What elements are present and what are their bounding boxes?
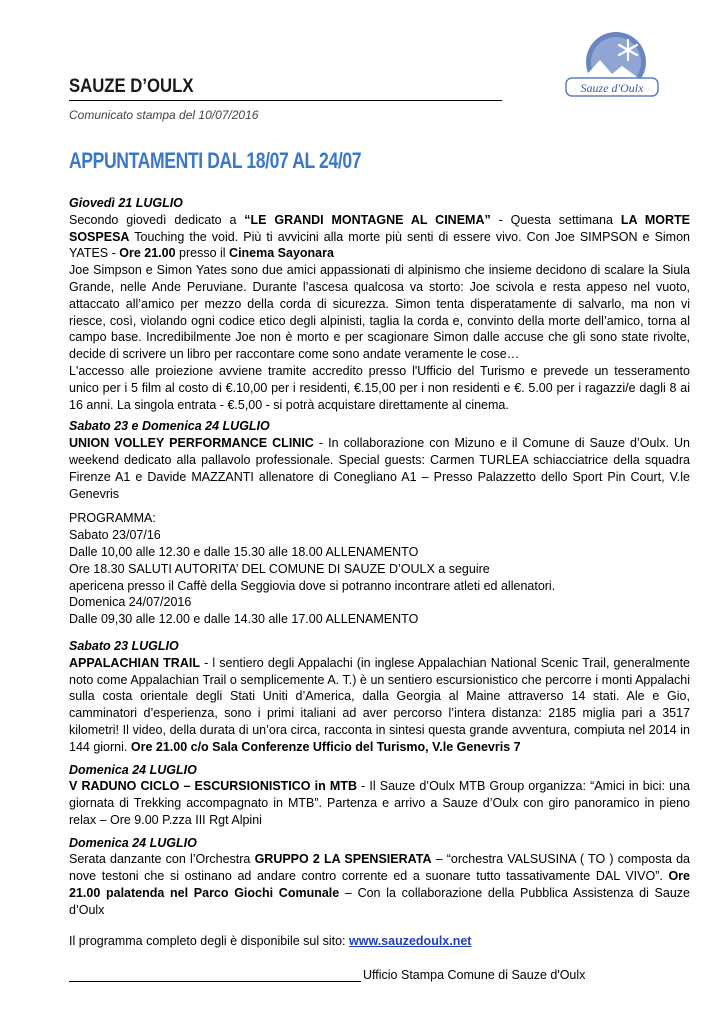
event-description: Secondo giovedì dedicato a “LE GRANDI MONTAGNE AL CINEMA” - Questa settimana LA MORTE SOSPESA Touching the void. Più ti avvicini alla morte più senti di essere vivo. Con Joe SIMPSON e Simon YATES - Ore 21.00 presso il Cinema Sayonara — [69, 212, 690, 261]
event-description: APPALACHIAN TRAIL - l sentiero degli Appalachi (in inglese Appalachian National Scenic Trail, generalmente noto come Appalachian Trail o semplicemente A. T.) è un sentiero escursionistico che percorre i monti Appalachi sulla costa orientale degli Stati Uniti d’America, dalla Georgia al Maine attraverso 14 stati. Ale e Gio, camminatori d’esperienza, sono i primi italiani ad aver percorso l’intera distanza: 2185 miglia pari a 3517 kilometri! Il video, della durata di un’ora circa, racconta in sintesi questa grande avventura, compiuta nel 2014 in 144 giorni. Ore 21.00 c/o Sala Conferenze Ufficio del Turismo, V.le Genevris 7 — [69, 655, 690, 754]
event-date: Sabato 23 e Domenica 24 LUGLIO — [69, 419, 270, 434]
event-description: Serata danzante con l’Orchestra GRUPPO 2 LA SPENSIERATA – “orchestra VALSUSINA ( TO ) composta da nove testoni che si ostinano ad andare contro corrente ed a suonare tutto tassativamente DAL VIVO”. Ore 21.00 palatenda nel Parco Giochi Comunale – Con la collaborazione della Pubblica Assistenza di Sauze d’Oulx — [69, 852, 690, 917]
event-description: UNION VOLLEY PERFORMANCE CLINIC - In collaborazione con Mizuno e il Comune di Sauze d’Oulx. Un weekend dedicato alla pallavolo professionale. Special guests: Carmen TURLEA schiacciatrice della squadra Firenze A1 e Davide MAZZANTI allenatore di Conegliano A1 – Presso Palazzetto dello Sport Pin Court, V.le Genevris — [69, 436, 690, 501]
event-date: Domenica 24 LUGLIO — [69, 762, 197, 777]
event-synopsis: Joe Simpson e Simon Yates sono due amici appassionati di alpinismo che insieme decidono di scalare la Siula Grande, nelle Ande Peruviane. Durante l’ascesa qualcosa va storto: Joe scivola e resta appeso nel vuoto, attaccato all’amico per mezzo della corda di sicurezza. Simon tenta disperatamente di salvarlo, ma non vi riesce, così, violando ogni codice etico degli alpinisti, taglia la corda e, convinto della morte dell’amico, torna al campo base. Incredibilmente Joe non è morto e per scagionare Simon dalle accuse che gli sono state rivolte, decide di scrivere un libro per raccontare come sono andate veramente le cose… — [69, 263, 690, 362]
program-line: Sabato 23/07/16 — [69, 528, 161, 543]
press-release-date: Comunicato stampa del 10/07/2016 — [69, 108, 259, 122]
footer-text: Ufficio Stampa Comune di Sauze d'Oulx — [363, 968, 586, 982]
program-line: PROGRAMMA: — [69, 511, 156, 526]
program-line: Domenica 24/07/2016 — [69, 595, 192, 610]
program-line: Ore 18.30 SALUTI AUTORITA’ DEL COMUNE DI SAUZE D’OULX a seguire — [69, 561, 490, 576]
event-4 — [69, 762, 690, 829]
event-description: V RADUNO CICLO – ESCURSIONISTICO in MTB - Il Sauze d’Oulx MTB Group organizza: “Amici in bici: una giornata di Trekking accompagnato in MTB”. Partenza e arrivo a Sauze d’Oulx con giro panoramico in pieno relax – Ore 9.00 P.zza III Rgt Alpini — [69, 779, 690, 827]
program-line: apericena presso il Caffè della Seggiovia dove si potranno incontrare atleti ed allenatori. — [69, 578, 556, 593]
logo-text: Sauze d'Oulx — [580, 81, 644, 95]
closing-line: Il programma completo degli è disponibile sul sito: www.sauzedoulx.net — [69, 933, 472, 948]
event-3 — [69, 638, 690, 756]
footer — [69, 968, 585, 982]
program-line: Dalle 10,00 alle 12.30 e dalle 15.30 alle 18.00 ALLENAMENTO — [69, 544, 419, 559]
event-access-info: L'accesso alle proiezione avviene tramite accredito presso l'Ufficio del Turismo e prevede un tesseramento unico per i 5 film al costo di €.10,00 per i residenti, €.15,00 per i non residenti e €. 5.00 per i ragazzi/e dagli 8 ai 16 anni. La singola entrata - €.5,00 - si potrà acquistare direttamente al cinema. — [69, 363, 690, 412]
signature-line — [69, 969, 361, 982]
event-5 — [69, 835, 690, 919]
main-heading: APPUNTAMENTI DAL 18/07 AL 24/07 — [69, 148, 362, 173]
website-link[interactable]: www.sauzedoulx.net — [349, 933, 472, 948]
event-date: Sabato 23 LUGLIO — [69, 638, 179, 653]
event-2 — [69, 418, 690, 628]
program-list — [69, 510, 690, 628]
event-1 — [69, 195, 690, 413]
page-title: SAUZE D’OULX — [69, 76, 502, 101]
event-date: Giovedì 21 LUGLIO — [69, 196, 183, 210]
program-line: Dalle 09,30 alle 12.00 e dalle 14.30 alle 17.00 ALLENAMENTO — [69, 612, 419, 627]
logo — [560, 30, 660, 102]
document-body — [69, 195, 690, 949]
event-date: Domenica 24 LUGLIO — [69, 835, 197, 850]
